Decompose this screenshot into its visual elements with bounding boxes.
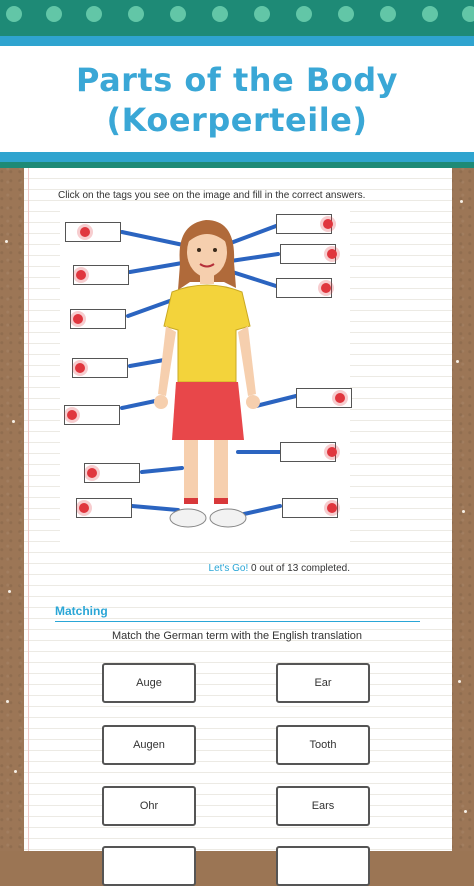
lets-go-link[interactable]: Let's Go! xyxy=(208,563,249,574)
label-tag-4[interactable] xyxy=(72,358,128,378)
match-term-left-4[interactable] xyxy=(102,846,196,886)
banner-stripe xyxy=(0,36,474,46)
match-term-left-3[interactable]: Ohr xyxy=(102,786,196,826)
label-tag-9[interactable] xyxy=(280,244,336,264)
title-line-1: Parts of the Body xyxy=(75,61,399,99)
label-tag-6[interactable] xyxy=(84,463,140,483)
match-term-left-2[interactable]: Augen xyxy=(102,725,196,765)
label-tag-10[interactable] xyxy=(276,278,332,298)
page-title xyxy=(0,60,474,140)
matching-instruction: Match the German term with the English translation xyxy=(111,630,363,642)
title-stripe xyxy=(0,152,474,162)
paper-margin-line xyxy=(28,168,29,851)
match-term-right-1[interactable]: Ear xyxy=(276,663,370,703)
label-tag-7[interactable] xyxy=(76,498,132,518)
label-tag-1[interactable] xyxy=(65,222,121,242)
match-term-right-4[interactable] xyxy=(276,846,370,886)
match-term-left-1[interactable]: Auge xyxy=(102,663,196,703)
label-tag-5[interactable] xyxy=(64,405,120,425)
completion-count: 0 out of 13 completed. xyxy=(251,563,350,574)
label-tag-2[interactable] xyxy=(73,265,129,285)
matching-heading: Matching xyxy=(55,604,108,618)
match-term-right-3[interactable]: Ears xyxy=(276,786,370,826)
label-tag-12[interactable] xyxy=(280,442,336,462)
worksheet-instruction: Click on the tags you see on the image and fill in the correct answers. xyxy=(58,190,366,201)
label-tag-3[interactable] xyxy=(70,309,126,329)
matching-divider xyxy=(55,621,420,622)
label-tag-11[interactable] xyxy=(296,388,352,408)
title-line-2: (Koerperteile) xyxy=(106,101,368,139)
progress-status xyxy=(209,563,350,574)
match-term-right-2[interactable]: Tooth xyxy=(276,725,370,765)
label-tag-8[interactable] xyxy=(276,214,332,234)
label-tag-13[interactable] xyxy=(282,498,338,518)
